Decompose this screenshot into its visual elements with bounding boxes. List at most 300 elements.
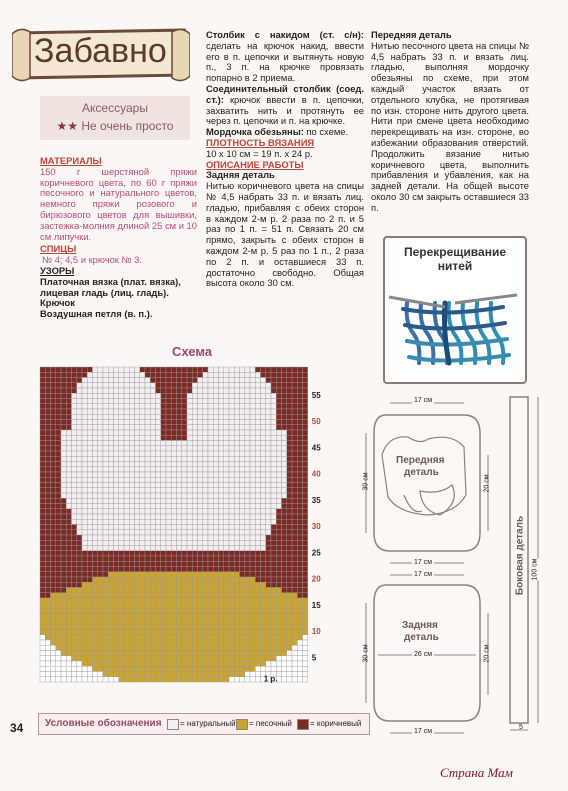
chart-cell [93,467,98,472]
chart-cell [45,546,50,551]
chart-cell [103,651,108,656]
chart-cell [114,535,119,540]
chart-cell [266,603,271,608]
chart-cell [287,593,292,598]
chart-cell [87,546,92,551]
chart-cell [276,477,281,482]
chart-cell [103,488,108,493]
chart-cell [250,414,255,419]
chart-cell [40,556,45,561]
chart-cell [182,467,187,472]
chart-cell [250,666,255,671]
chart-cell [129,504,134,509]
chart-cell [72,451,77,456]
chart-cell [297,624,302,629]
chart-cell [82,593,87,598]
chart-cell [255,593,260,598]
chart-cell [66,435,71,440]
chart-cell [303,603,308,608]
chart-cell [198,567,203,572]
chart-cell [140,666,145,671]
chart-cell [282,372,287,377]
chart-cell [255,451,260,456]
chart-cell [292,420,297,425]
chart-cell [135,420,140,425]
chart-cell [240,456,245,461]
chart-cell [198,498,203,503]
chart-cell [213,493,218,498]
chart-cell [108,414,113,419]
chart-cell [114,441,119,446]
chart-cell [234,535,239,540]
chart-cell [93,666,98,671]
chart-cell [166,525,171,530]
chart-cell [213,456,218,461]
chart-cell [177,425,182,430]
chart-cell [114,367,119,372]
chart-cell [245,493,250,498]
chart-cell [213,551,218,556]
chart-cell [192,514,197,519]
chart-cell [245,535,250,540]
chart-cell [198,582,203,587]
chart-cell [255,635,260,640]
chart-cell [103,493,108,498]
chart-cell [161,462,166,467]
chart-cell [72,462,77,467]
chart-cell [261,598,266,603]
chart-cell [140,509,145,514]
chart-cell [266,640,271,645]
chart-cell [145,456,150,461]
chart-cell [224,509,229,514]
chart-cell [292,372,297,377]
chart-cell [171,456,176,461]
chart-cell [240,514,245,519]
chart-cell [77,624,82,629]
chart-cell [229,577,234,582]
chart-cell [182,367,187,372]
chart-cell [255,383,260,388]
chart-cell [177,546,182,551]
chart-cell [61,451,66,456]
chart-cell [93,546,98,551]
chart-cell [297,666,302,671]
chart-cell [119,504,124,509]
chart-cell [45,430,50,435]
chart-cell [98,378,103,383]
chart-cell [171,556,176,561]
chart-cell [150,577,155,582]
legend [38,713,370,735]
chart-cell [114,393,119,398]
chart-cell [103,582,108,587]
chart-cell [40,409,45,414]
chart-cell [45,514,50,519]
chart-cell [171,635,176,640]
front-label-2: деталь [404,467,439,478]
chart-cell [234,645,239,650]
chart-cell [108,630,113,635]
chart-cell [182,472,187,477]
chart-cell [245,614,250,619]
chart-cell [282,404,287,409]
chart-cell [124,540,129,545]
chart-cell [287,561,292,566]
chart-cell [171,666,176,671]
chart-cell [213,451,218,456]
chart-cell [45,593,50,598]
chart-cell [271,404,276,409]
chart-cell [61,582,66,587]
chart-cell [208,383,213,388]
chart-cell [156,556,161,561]
chart-cell [171,656,176,661]
chart-cell [245,420,250,425]
chart-cell [166,572,171,577]
chart-cell [198,451,203,456]
chart-cell [292,514,297,519]
chart-cell [245,603,250,608]
chart-cell [156,677,161,682]
chart-cell [203,535,208,540]
chart-cell [182,420,187,425]
chart-cell [266,498,271,503]
chart-cell [203,367,208,372]
chart-cell [108,493,113,498]
chart-cell [124,577,129,582]
chart-cell [156,519,161,524]
chart-cell [282,493,287,498]
chart-cell [271,367,276,372]
chart-cell [234,378,239,383]
chart-cell [61,588,66,593]
chart-cell [45,488,50,493]
chart-cell [198,593,203,598]
chart-cell [119,572,124,577]
chart-cell [140,624,145,629]
chart-cell [287,598,292,603]
chart-cell [77,593,82,598]
chart-cell [240,630,245,635]
chart-cell [66,635,71,640]
chart-cell [266,488,271,493]
chart-cell [150,588,155,593]
chart-cell [297,582,302,587]
chart-cell [166,577,171,582]
chart-cell [271,409,276,414]
chart-cell [93,441,98,446]
legend-natural: = натуральный [180,719,236,728]
chart-cell [124,488,129,493]
chart-cell [77,540,82,545]
chart-cell [77,609,82,614]
chart-cell [229,451,234,456]
chart-cell [234,467,239,472]
chart-cell [56,672,61,677]
chart-cell [255,561,260,566]
chart-cell [219,420,224,425]
chart-cell [261,420,266,425]
chart-cell [182,593,187,598]
chart-cell [261,651,266,656]
chart-cell [171,493,176,498]
chart-cell [303,435,308,440]
chart-cell [124,393,129,398]
chart-cell [187,603,192,608]
chart-cell [229,619,234,624]
chart-cell [93,514,98,519]
chart-cell [135,483,140,488]
chart-cell [271,519,276,524]
chart-cell [150,530,155,535]
chart-cell [166,530,171,535]
chart-cell [177,509,182,514]
chart-cell [114,409,119,414]
chart-cell [224,414,229,419]
chart-cell [245,677,250,682]
chart-cell [150,509,155,514]
chart-cell [192,425,197,430]
chart-cell [145,393,150,398]
chart-cell [213,619,218,624]
chart-cell [56,593,61,598]
chart-cell [166,420,171,425]
chart-cell [192,588,197,593]
chart-cell [166,462,171,467]
chart-cell [245,488,250,493]
chart-cell [124,388,129,393]
chart-cell [224,451,229,456]
chart-cell [282,666,287,671]
chart-cell [140,630,145,635]
chart-cell [287,619,292,624]
chart-cell [124,435,129,440]
chart-cell [245,519,250,524]
chart-cell [161,435,166,440]
chart-cell [140,483,145,488]
chart-cell [208,614,213,619]
chart-cell [297,472,302,477]
chart-cell [72,635,77,640]
chart-cell [103,409,108,414]
chart-cell [98,635,103,640]
chart-cell [82,540,87,545]
chart-cell [177,661,182,666]
chart-cell [108,430,113,435]
chart-cell [219,561,224,566]
chart-cell [61,462,66,467]
chart-cell [82,588,87,593]
chart-cell [303,477,308,482]
chart-cell [135,672,140,677]
chart-cell [287,677,292,682]
chart-cell [229,388,234,393]
chart-cell [177,551,182,556]
chart-cell [114,467,119,472]
chart-cell [124,441,129,446]
chart-cell [87,519,92,524]
chart-cell [282,477,287,482]
chart-cell [72,630,77,635]
chart-cell [56,645,61,650]
chart-cell [250,467,255,472]
chart-cell [266,546,271,551]
chart-cell [135,451,140,456]
chart-cell [266,456,271,461]
chart-cell [103,388,108,393]
chart-cell [261,567,266,572]
chart-cell [45,509,50,514]
chart-cell [224,393,229,398]
chart-cell [287,430,292,435]
chart-cell [51,530,56,535]
chart-cell [61,425,66,430]
chart-cell [261,451,266,456]
chart-cell [297,609,302,614]
chart-cell [161,498,166,503]
chart-cell [56,409,61,414]
chart-cell [93,645,98,650]
chart-cell [98,540,103,545]
chart-cell [250,577,255,582]
chart-cell [161,393,166,398]
chart-cell [82,525,87,530]
chart-cell [303,383,308,388]
chart-cell [198,383,203,388]
chart-cell [203,456,208,461]
chart-cell [82,472,87,477]
chart-cell [156,540,161,545]
chart-cell [182,477,187,482]
slip-stitch-text: крючок ввести в п. цепочки, захватить нить и протянуть ее через п. цепочки и п. на крючке. [206,93,364,127]
chart-cell [234,446,239,451]
chart-cell [282,656,287,661]
chart-cell [82,666,87,671]
chart-cell [40,666,45,671]
chart-cell [114,519,119,524]
chart-cell [224,609,229,614]
chart-cell [198,598,203,603]
chart-cell [219,414,224,419]
chart-cell [114,514,119,519]
chart-cell [140,446,145,451]
chart-cell [98,624,103,629]
chart-cell [224,388,229,393]
chart-cell [56,651,61,656]
chart-cell [203,614,208,619]
chart-cell [240,572,245,577]
chart-cell [224,493,229,498]
chart-cell [203,477,208,482]
chart-cell [224,672,229,677]
chart-cell [108,404,113,409]
chart-cell [303,514,308,519]
chart-cell [192,430,197,435]
chart-cell [213,467,218,472]
chart-cell [229,367,234,372]
chart-cell [229,472,234,477]
chart-cell [203,561,208,566]
chart-cell [119,525,124,530]
chart-cell [166,467,171,472]
chart-cell [45,603,50,608]
chart-cell [98,420,103,425]
chart-cell [266,430,271,435]
chart-cell [292,383,297,388]
chart-cell [234,630,239,635]
chart-cell [198,588,203,593]
chart-cell [61,535,66,540]
chart-cell [219,509,224,514]
chart-cell [219,572,224,577]
chart-cell [98,409,103,414]
chart-cell [40,609,45,614]
chart-cell [51,483,56,488]
chart-cell [93,535,98,540]
chart-cell [271,561,276,566]
chart-row-label: 55 [311,390,321,400]
chart-cell [124,477,129,482]
chart-cell [297,567,302,572]
chart-cell [171,378,176,383]
chart-cell [129,404,134,409]
chart-cell [103,609,108,614]
chart-cell [150,467,155,472]
chart-cell [103,399,108,404]
chart-cell [219,456,224,461]
chart-cell [208,677,213,682]
chart-cell [182,624,187,629]
chart-cell [161,535,166,540]
chart-cell [66,477,71,482]
chart-cell [224,677,229,682]
chart-cell [166,509,171,514]
chart-cell [171,525,176,530]
chart-cell [66,488,71,493]
chart-cell [271,451,276,456]
chart-cell [213,535,218,540]
chart-cell [108,462,113,467]
chart-cell [66,561,71,566]
chart-cell [255,514,260,519]
chart-cell [266,651,271,656]
chart-cell [261,551,266,556]
crossing-illustration [383,236,527,384]
chart-cell [282,378,287,383]
chart-cell [250,399,255,404]
chart-cell [82,488,87,493]
chart-cell [156,498,161,503]
chart-cell [103,414,108,419]
chart-cell [219,472,224,477]
chart-cell [135,498,140,503]
chart-cell [208,609,213,614]
chart-cell [145,530,150,535]
chart-cell [303,540,308,545]
chart-cell [271,582,276,587]
chart-cell [56,577,61,582]
chart-cell [87,630,92,635]
chart-cell [255,456,260,461]
chart-cell [303,404,308,409]
chart-cell [82,656,87,661]
chart-cell [150,624,155,629]
chart-cell [98,598,103,603]
chart-cell [208,388,213,393]
chart-cell [161,619,166,624]
chart-cell [255,645,260,650]
